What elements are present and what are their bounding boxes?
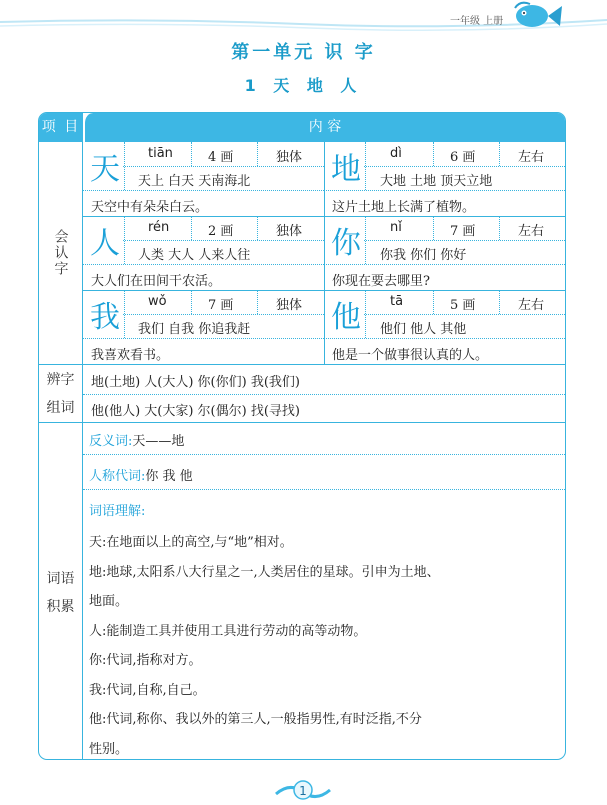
- example-sentence: 你现在要去哪里?: [332, 274, 430, 289]
- character-glyph: 你: [327, 216, 366, 264]
- structure: 独体: [276, 150, 303, 165]
- page-number: 1: [299, 784, 307, 798]
- divider: [39, 364, 565, 365]
- section-label-distinguish: 辨字 组词: [39, 364, 83, 422]
- definition-line: 性别。: [89, 741, 129, 757]
- divider: [83, 338, 324, 339]
- example-sentence: 我喜欢看书。: [91, 348, 170, 363]
- example-sentence: 大人们在田间干农活。: [91, 274, 222, 289]
- word-list: 我们 自我 你追我赶: [138, 322, 251, 337]
- character-glyph: 他: [327, 290, 366, 338]
- divider: [324, 338, 566, 339]
- definition-line: 地:地球,太阳系八大行星之一,人类居住的星球。引申为土地、: [89, 564, 440, 580]
- pinyin: rén: [148, 220, 170, 235]
- structure: 左右: [518, 298, 545, 313]
- word-list: 天上 白天 天南海北: [138, 174, 251, 189]
- understanding-title: 词语理解:: [89, 504, 146, 519]
- example-sentence: 他是一个做事很认真的人。: [332, 348, 489, 363]
- divider: [364, 240, 566, 241]
- divider: [433, 142, 434, 166]
- section-label-accumulate: 词语 积累: [39, 422, 83, 760]
- distinguish-line-1: 地(土地) 人(大人) 你(你们) 我(我们): [91, 375, 300, 390]
- divider: [83, 454, 566, 455]
- definition-line: 你:代词,指称对方。: [89, 653, 202, 668]
- divider: [83, 264, 324, 265]
- character-glyph: 人: [86, 216, 125, 264]
- character-card: [324, 290, 566, 364]
- pinyin: wǒ: [148, 294, 167, 309]
- divider: [83, 394, 566, 395]
- pinyin: nǐ: [390, 220, 402, 235]
- divider: [499, 216, 500, 240]
- divider: [364, 314, 566, 315]
- stroke-count: 5 画: [450, 298, 476, 313]
- definition-line: 天:在地面以上的高空,与“地”相对。: [89, 535, 293, 550]
- stroke-count: 2 画: [208, 224, 234, 239]
- character-glyph: 天: [86, 142, 125, 190]
- character-card: [83, 290, 324, 364]
- divider: [257, 142, 258, 166]
- word-list: 你我 你们 你好: [380, 248, 467, 263]
- divider: [499, 142, 500, 166]
- table-header: [39, 113, 565, 142]
- stroke-count: 6 画: [450, 150, 476, 165]
- divider: [324, 190, 566, 191]
- word-list: 大地 土地 顶天立地: [380, 174, 493, 189]
- pinyin: dì: [390, 146, 402, 161]
- content-table: [38, 112, 566, 760]
- pronoun-line: 人称代词:你 我 他: [89, 469, 193, 484]
- header-wave-decoration: [0, 0, 607, 36]
- word-list: 他们 他人 其他: [380, 322, 467, 337]
- structure: 左右: [518, 224, 545, 239]
- divider: [191, 142, 192, 166]
- character-card: [83, 216, 324, 290]
- distinguish-line-2: 他(他人) 大(大家) 尔(偶尔) 找(寻找): [91, 404, 300, 419]
- divider: [83, 489, 566, 490]
- divider: [123, 166, 324, 167]
- divider: [39, 422, 565, 423]
- header-item: 项 目: [39, 113, 83, 142]
- structure: 独体: [276, 298, 303, 313]
- antonym-line: 反义词:天——地: [89, 434, 185, 449]
- divider: [83, 190, 324, 191]
- definition-line: 我:代词,自称,自己。: [89, 682, 206, 698]
- stroke-count: 7 画: [208, 298, 234, 313]
- section-label-recognize: 会认字: [39, 142, 83, 364]
- definition-line: 他:代词,称你、我以外的第三人,一般指男性,有时泛指,不分: [89, 712, 422, 727]
- divider: [257, 216, 258, 240]
- divider: [499, 290, 500, 314]
- character-card: [324, 142, 566, 216]
- character-glyph: 地: [327, 142, 366, 190]
- divider: [191, 290, 192, 314]
- lesson-title: 1 天 地 人: [244, 76, 363, 95]
- structure: 左右: [518, 150, 545, 165]
- character-card: [83, 142, 324, 216]
- divider: [191, 216, 192, 240]
- definition-line: 地面。: [89, 594, 129, 609]
- grade-label: 一年级 上册: [450, 16, 504, 27]
- divider: [123, 314, 324, 315]
- character-card: [324, 216, 566, 290]
- stroke-count: 4 画: [208, 150, 234, 165]
- character-glyph: 我: [86, 290, 125, 338]
- unit-title: 第一单元 识 字: [231, 42, 376, 63]
- pinyin: tiān: [148, 146, 173, 161]
- structure: 独体: [276, 224, 303, 239]
- divider: [324, 264, 566, 265]
- divider: [433, 216, 434, 240]
- divider: [257, 290, 258, 314]
- header-content: 内 容: [83, 113, 565, 142]
- example-sentence: 这片土地上长满了植物。: [332, 200, 476, 215]
- word-list: 人类 大人 人来人往: [138, 248, 251, 263]
- pinyin: tā: [390, 294, 404, 309]
- divider: [433, 290, 434, 314]
- definition-line: 人:能制造工具并使用工具进行劳动的高等动物。: [89, 623, 367, 639]
- stroke-count: 7 画: [450, 224, 476, 239]
- divider: [123, 240, 324, 241]
- example-sentence: 天空中有朵朵白云。: [91, 200, 209, 215]
- divider: [364, 166, 566, 167]
